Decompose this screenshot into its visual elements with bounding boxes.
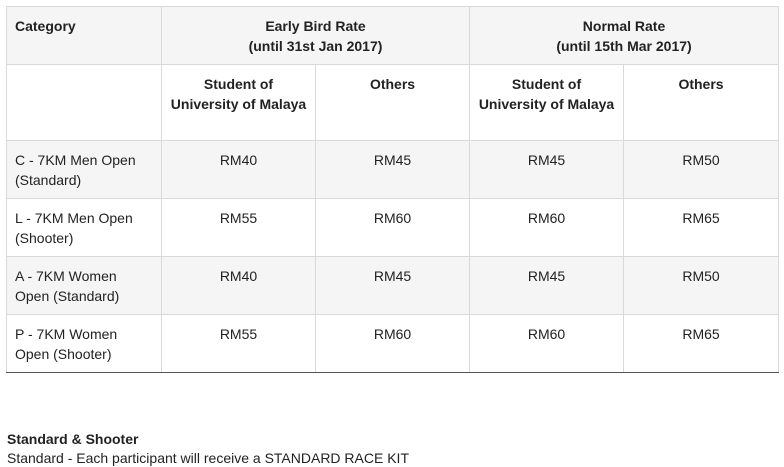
table-row xyxy=(7,315,779,373)
price-cell: RM60 xyxy=(316,315,470,373)
price-cell: RM45 xyxy=(316,141,470,199)
normal-until: (until 15th Mar 2017) xyxy=(556,38,692,54)
price-cell: RM40 xyxy=(162,141,316,199)
price-cell: RM40 xyxy=(162,257,316,315)
header-eb-others: Others xyxy=(316,65,470,141)
header-empty xyxy=(7,65,162,141)
header-eb-student: Student of University of Malaya xyxy=(162,65,316,141)
price-cell: RM60 xyxy=(470,315,624,373)
table-row xyxy=(7,257,779,315)
price-cell: RM45 xyxy=(470,257,624,315)
header-early-bird xyxy=(162,7,470,65)
category-cell: L - 7KM Men Open (Shooter) xyxy=(7,199,162,257)
price-cell: RM45 xyxy=(470,141,624,199)
category-cell: P - 7KM Women Open (Shooter) xyxy=(7,315,162,373)
category-cell: C - 7KM Men Open (Standard) xyxy=(7,141,162,199)
pricing-table xyxy=(6,6,779,373)
section-text: Standard - Each participant will receive a STANDARD RACE KIT xyxy=(7,450,409,466)
normal-title: Normal Rate xyxy=(582,18,666,34)
section-title: Standard & Shooter xyxy=(7,431,139,447)
header-n-student: Student of University of Malaya xyxy=(470,65,624,141)
table-row xyxy=(7,199,779,257)
category-cell: A - 7KM Women Open (Standard) xyxy=(7,257,162,315)
early-bird-title: Early Bird Rate xyxy=(265,18,366,34)
price-cell: RM50 xyxy=(624,141,779,199)
price-cell: RM65 xyxy=(624,315,779,373)
price-cell: RM60 xyxy=(316,199,470,257)
header-n-others: Others xyxy=(624,65,779,141)
early-bird-until: (until 31st Jan 2017) xyxy=(248,38,383,54)
price-cell: RM60 xyxy=(470,199,624,257)
price-cell: RM55 xyxy=(162,199,316,257)
price-cell: RM50 xyxy=(624,257,779,315)
header-normal xyxy=(470,7,779,65)
price-cell: RM45 xyxy=(316,257,470,315)
table-row xyxy=(7,141,779,199)
header-row-groups xyxy=(7,65,779,141)
price-cell: RM55 xyxy=(162,315,316,373)
header-row-rates xyxy=(7,7,779,65)
price-cell: RM65 xyxy=(624,199,779,257)
header-category: Category xyxy=(7,7,162,65)
